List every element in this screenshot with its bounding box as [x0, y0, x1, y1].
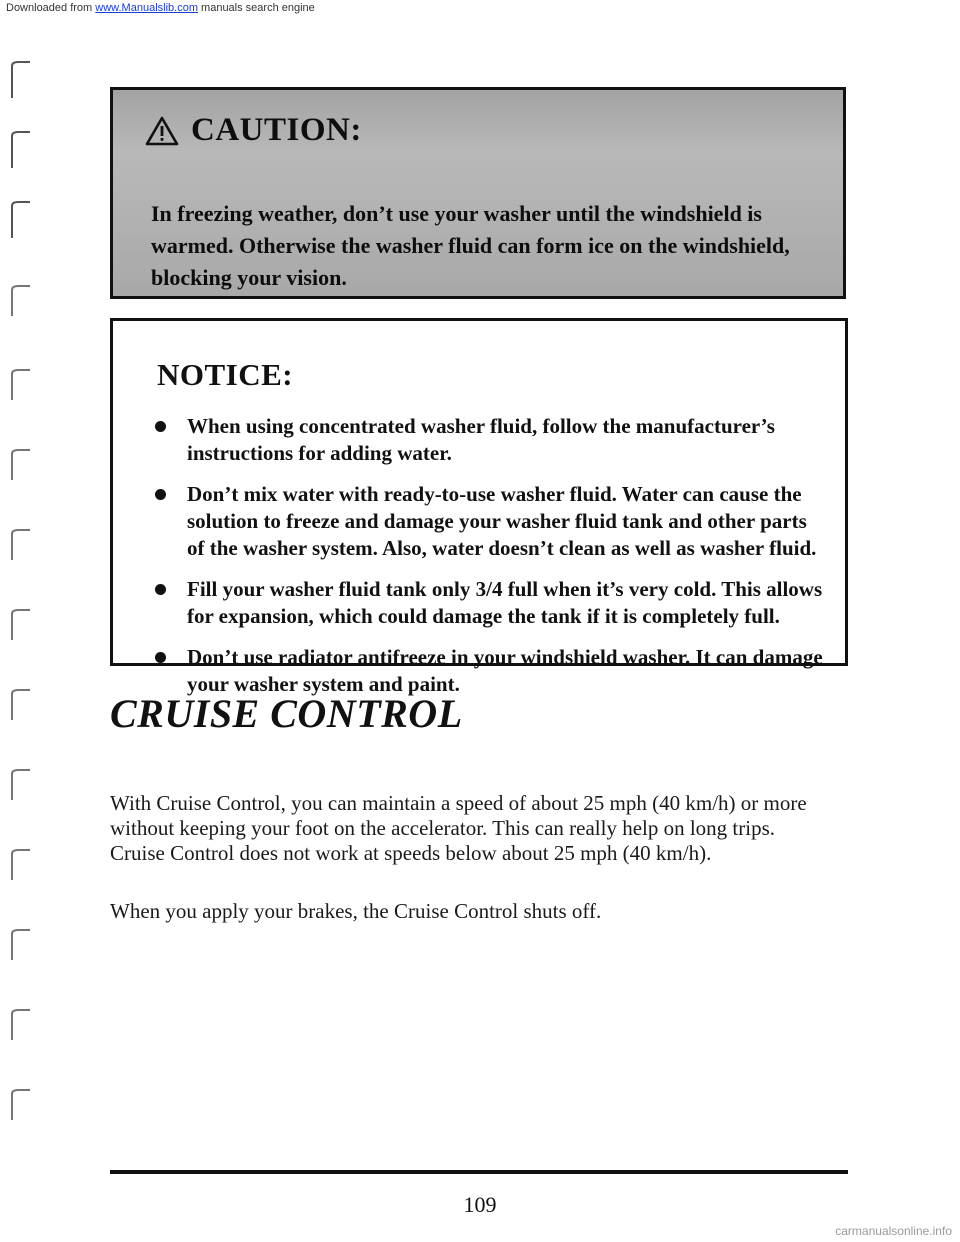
caution-text: In freezing weather, don’t use your washer until the windshield is warmed. Otherwise the washer fluid can form ice on the windshield, blocking your vision.	[151, 201, 790, 290]
page-edge-mark	[6, 58, 34, 102]
page-edge-mark	[6, 920, 34, 964]
page-edge-mark	[6, 840, 34, 884]
page-edge-mark	[6, 360, 34, 404]
notice-item-text: Fill your washer fluid tank only 3/4 full when it’s very cold. This allows for expansion, which could damage the tank if it is completely full.	[187, 577, 823, 628]
footer-rule	[110, 1170, 848, 1174]
bullet-dot-icon	[155, 652, 166, 663]
notice-list	[149, 413, 829, 712]
notice-box	[110, 318, 848, 696]
manualslib-link[interactable]: www.Manualslib.com	[95, 2, 198, 14]
list-item	[149, 413, 829, 467]
watermark: carmanualsonline.info	[835, 1224, 952, 1238]
list-item	[149, 576, 829, 630]
caution-box	[110, 87, 846, 299]
download-credit	[6, 2, 315, 14]
notice-item-text: When using concentrated washer fluid, follow the manufacturer’s instructions for adding water.	[187, 414, 775, 465]
body-paragraph: With Cruise Control, you can maintain a speed of about 25 mph (40 km/h) or more without keeping your foot on the accelerator. This can really help on long trips. Cruise Control does not work at speeds below about 25 mph (40 km/h).	[110, 791, 807, 865]
page-edge-mark	[6, 1080, 34, 1124]
caution-heading	[145, 112, 362, 149]
page-edge-mark	[6, 128, 34, 172]
page-edge-mark	[6, 760, 34, 804]
body-paragraph: When you apply your brakes, the Cruise Control shuts off.	[110, 899, 602, 923]
bullet-dot-icon	[155, 421, 166, 432]
warning-triangle-icon	[145, 116, 179, 146]
bullet-dot-icon	[155, 584, 166, 595]
page-edge-mark	[6, 276, 34, 320]
page-edge-mark	[6, 198, 34, 242]
page-edge-mark	[6, 680, 34, 724]
page-edge-mark	[6, 440, 34, 484]
notice-item-text: Don’t use radiator antifreeze in your windshield washer. It can damage your washer system and paint.	[187, 645, 823, 696]
page-number: 109	[463, 1192, 497, 1217]
caution-title: CAUTION:	[191, 112, 362, 148]
section-title: CRUISE CONTROL	[110, 691, 463, 736]
page-edge-mark	[6, 600, 34, 644]
page-edge-mark	[6, 520, 34, 564]
notice-item-text: Don’t mix water with ready-to-use washer fluid. Water can cause the solution to freeze and damage your washer fluid tank and other parts of the washer system. Also, water doesn’t clean as well as washer fluid.	[187, 482, 817, 560]
credit-prefix: Downloaded from	[6, 2, 93, 14]
page-edge-mark	[6, 1000, 34, 1044]
credit-suffix: manuals search engine	[197, 2, 315, 14]
bullet-dot-icon	[155, 489, 166, 500]
notice-title: NOTICE:	[157, 357, 294, 392]
list-item	[149, 481, 829, 562]
